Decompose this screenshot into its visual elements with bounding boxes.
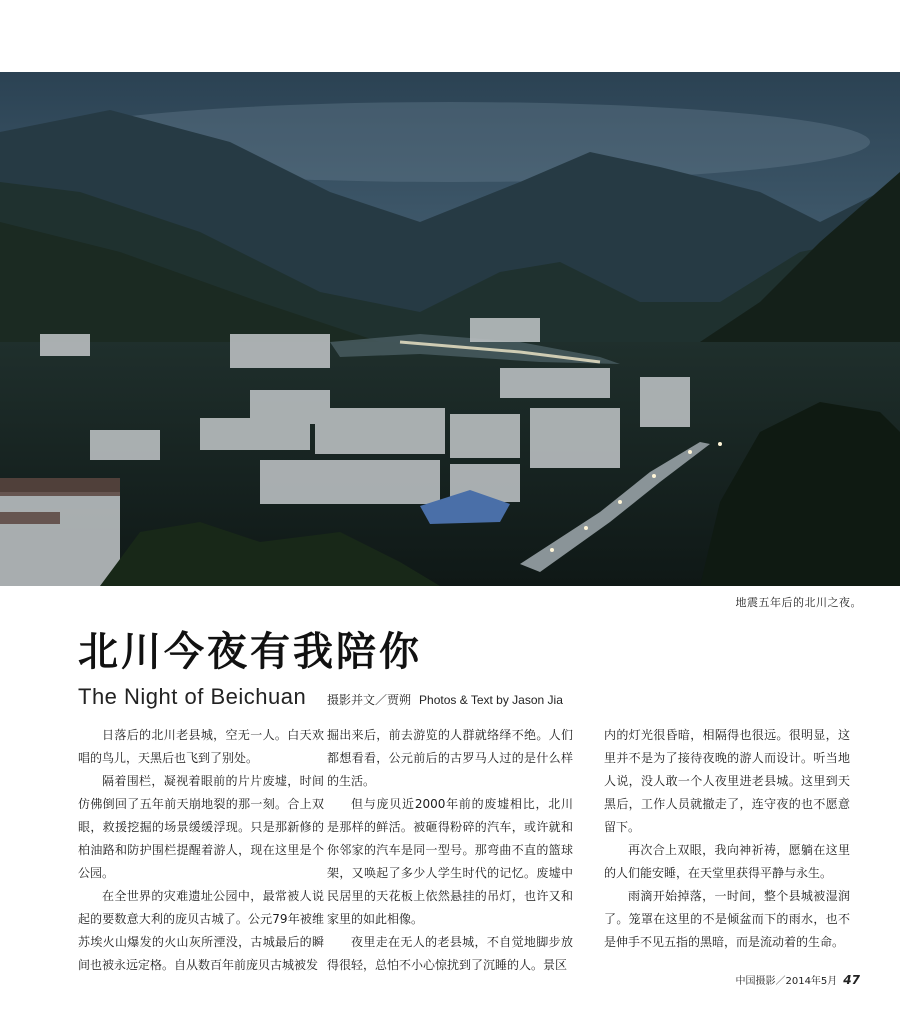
body-column-2 <box>327 724 573 977</box>
paragraph: 雨滴开始掉落，一时间，整个县城被湿润了。笼罩在这里的不是倾盆而下的雨水，也不是伸手不见五指的黑暗，而是流动着的生命。 <box>604 889 850 949</box>
paragraph: 隔着围栏，凝视着眼前的片片废墟，时间仿佛倒回了五年前天崩地裂的那一刻。合上双眼，救援挖掘的场景缓缓浮现。只是那新修的柏油路和防护围栏提醒着游人，现在这里是个公园。 <box>78 774 324 880</box>
beichuan-night-photo <box>0 72 900 586</box>
author-credit <box>327 690 563 710</box>
magazine-issue: 中国摄影／2014年5月 <box>735 976 838 987</box>
body-column-1 <box>78 724 324 977</box>
paragraph: 在全世界的灾难遗址公园中，最常被人说起的要数意大利的庞贝古城了。公元79年被维苏埃火山爆发的火山灰所湮没，古城最后的瞬间也被永远定格。自从数百年前庞贝古城被发 <box>78 889 324 972</box>
paragraph: 夜里走在无人的老县城，不自觉地脚步放得很轻，总怕不小心惊扰到了沉睡的人。景区 <box>327 935 573 972</box>
article-title: 北川今夜有我陪你 <box>78 629 422 675</box>
article-subtitle-en: The Night of Beichuan <box>78 684 307 709</box>
page-number: 47 <box>843 973 860 987</box>
paragraph: 再次合上双眼，我向神祈祷，愿躺在这里的人们能安睡，在天堂里获得平静与永生。 <box>604 843 850 880</box>
page-footer <box>735 972 860 987</box>
photo-caption: 地震五年后的北川之夜。 <box>735 596 862 609</box>
paragraph: 掘出来后，前去游览的人群就络绎不绝。人们都想看看，公元前后的古罗马人过的是什么样的生活。 <box>327 728 573 788</box>
paragraph: 内的灯光很昏暗，相隔得也很远。很明显，这里并不是为了接待夜晚的游人而设计。听当地人说，没人敢一个人夜里进老县城。这里到天黑后，工作人员就撤走了，连守夜的也不愿意留下。 <box>604 728 850 834</box>
credit-cn: 摄影并文／贾朔 <box>327 693 412 707</box>
paragraph: 但与庞贝近2000年前的废墟相比，北川是那样的鲜活。被砸得粉碎的汽车，或许就和你邻家的汽车是同一型号。那弯曲不直的篮球架，又唤起了多少人学生时代的记忆。废墟中民居里的天花板上依然悬挂的吊灯，也许又和家里的如此相像。 <box>327 797 573 926</box>
paragraph: 日落后的北川老县城，空无一人。白天欢唱的鸟儿，天黑后也飞到了别处。 <box>78 728 324 765</box>
credit-en: Photos & Text by Jason Jia <box>419 693 563 707</box>
body-column-3 <box>604 724 850 954</box>
